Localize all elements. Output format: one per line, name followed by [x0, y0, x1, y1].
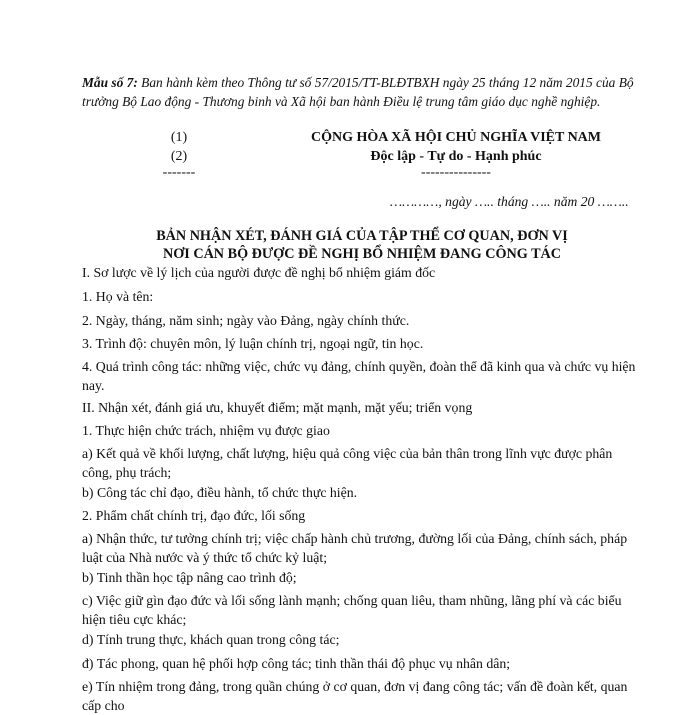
item-direction: b) Công tác chỉ đạo, điều hành, tổ chức thực hiện.: [82, 485, 358, 500]
national-name: CỘNG HÒA XÃ HỘI CHỦ NGHĨA VIỆT NAM: [310, 130, 601, 145]
intro-text: Ban hành kèm theo Thông tư số 57/2015/TT-BLĐTBXH ngày 25 tháng 12 năm 2015 của Bộ trưởng Bộ Lao động - Thương binh và Xã hội ban hành Điều lệ trung tâm giáo dục nghề nghiệp.: [82, 75, 634, 109]
item-learning-spirit: b) Tinh thần học tập nâng cao trình độ;: [82, 570, 297, 585]
item-qualifications: 3. Trình độ: chuyên môn, lý luận chính trị, ngoại ngữ, tin học.: [82, 336, 424, 351]
motto-underline: ---------------: [421, 165, 491, 180]
agency-line-2: (2): [170, 149, 188, 164]
item-work-history: 4. Quá trình công tác: những việc, chức vụ đảng, chính quyền, đoàn thể đã kinh qua và chức vụ hiện nay.: [82, 359, 636, 393]
subsection-ethics: 2. Phẩm chất chính trị, đạo đức, lối sống: [82, 508, 306, 523]
item-full-name: 1. Họ và tên:: [82, 289, 154, 304]
document-title-line-1: BẢN NHẬN XÉT, ĐÁNH GIÁ CỦA TẬP THỂ CƠ QUAN, ĐƠN VỊ: [156, 228, 568, 244]
item-trust: e) Tín nhiệm trong đảng, trong quần chúng ở cơ quan, đơn vị đang công tác; vấn đề đoàn kết, quan cấp cho: [82, 679, 628, 713]
item-work-results: a) Kết quả về khối lượng, chất lượng, hiệu quả công việc của bản thân trong lĩnh vực được phân công, phụ trách;: [82, 446, 613, 480]
agency-line-1: (1): [170, 130, 188, 145]
place-date-line: …………, ngày ….. tháng ….. năm 20 ……..: [390, 194, 629, 209]
intro-note: [82, 73, 642, 111]
item-integrity: c) Việc giữ gìn đạo đức và lối sống lành mạnh; chống quan liêu, tham nhũng, lãng phí và các biểu hiện tiêu cực khác;: [82, 593, 622, 627]
form-number: Mẫu số 7:: [82, 75, 138, 90]
document-title-line-2: NƠI CÁN BỘ ĐƯỢC ĐỀ NGHỊ BỔ NHIỆM ĐANG CÔNG TÁC: [162, 246, 562, 262]
subsection-duties: 1. Thực hiện chức trách, nhiệm vụ được giao: [82, 423, 330, 438]
item-honesty: d) Tính trung thực, khách quan trong công tác;: [82, 632, 340, 647]
agency-underline: -------: [162, 165, 196, 180]
section-1-heading: I. Sơ lược về lý lịch của người được đề nghị bổ nhiệm giám đốc: [82, 265, 436, 280]
item-birth-party-dates: 2. Ngày, tháng, năm sinh; ngày vào Đảng, ngày chính thức.: [82, 313, 410, 328]
section-2-heading: II. Nhận xét, đánh giá ưu, khuyết điểm; mặt mạnh, mặt yếu; triển vọng: [82, 400, 473, 415]
item-political-awareness: a) Nhận thức, tư tưởng chính trị; việc chấp hành chủ trương, đường lối của Đảng, chính sách, pháp luật của Nhà nước và ý thức tổ chức kỷ luật;: [82, 531, 628, 565]
national-motto: Độc lập - Tự do - Hạnh phúc: [370, 149, 542, 164]
item-work-style: đ) Tác phong, quan hệ phối hợp công tác; tinh thần thái độ phục vụ nhân dân;: [82, 656, 511, 671]
